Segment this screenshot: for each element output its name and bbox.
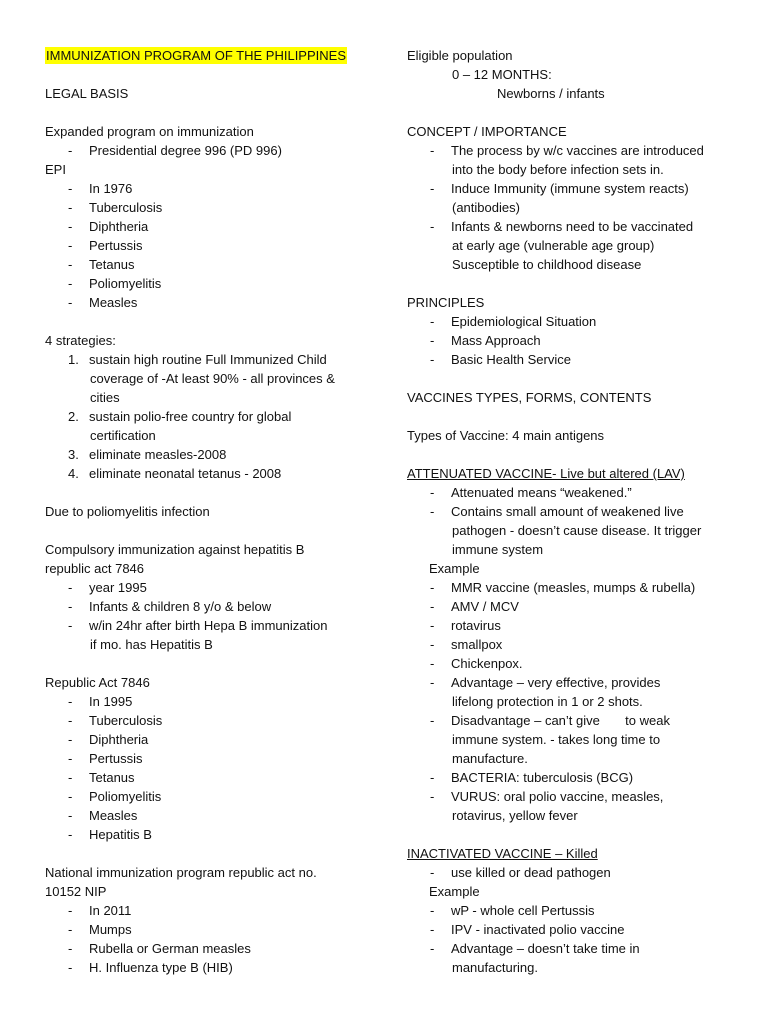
list-item: - Pertussis [68, 751, 143, 766]
document-title: IMMUNIZATION PROGRAM OF THE PHILIPPINES [46, 48, 346, 63]
nip-heading-cont: 10152 NIP [45, 884, 107, 899]
list-item-continuation: into the body before infection sets in. [452, 162, 664, 177]
numbered-item-continuation: cities [90, 390, 120, 405]
list-item: - Contains small amount of weakened live [430, 504, 684, 519]
list-item: - Diphtheria [68, 219, 149, 234]
list-item: - Mass Approach [430, 333, 541, 348]
list-item: - Hepatitis B [68, 827, 152, 842]
list-item: - Tuberculosis [68, 713, 163, 728]
vaccine-types-heading: VACCINES TYPES, FORMS, CONTENTS [407, 390, 652, 405]
list-item: - In 1995 [68, 694, 133, 709]
age-range: 0 – 12 MONTHS: [452, 67, 552, 82]
list-item-continuation: Susceptible to childhood disease [452, 257, 642, 272]
strategies-heading: 4 strategies: [45, 333, 116, 348]
left-column [45, 46, 375, 977]
list-item-continuation: if mo. has Hepatitis B [90, 637, 213, 652]
eligible-heading: Eligible population [407, 48, 513, 63]
list-item: - Pertussis [68, 238, 143, 253]
list-item: - rotavirus [430, 618, 501, 633]
list-item: - Infants & newborns need to be vaccinated [430, 219, 694, 234]
right-column [407, 46, 737, 977]
list-item: - wP - whole cell Pertussis [430, 903, 595, 918]
nip-heading: National immunization program republic act no. [45, 865, 317, 880]
list-item: - Epidemiological Situation [430, 314, 597, 329]
list-item-continuation: pathogen - doesn’t cause disease. It trigger [452, 523, 702, 538]
list-item: - Chickenpox. [430, 656, 523, 671]
list-item: - Rubella or German measles [68, 941, 251, 956]
list-item: - Poliomyelitis [68, 789, 162, 804]
list-item: - In 2011 [68, 903, 132, 918]
legal-basis-heading: LEGAL BASIS [45, 86, 129, 101]
numbered-item: 1. sustain high routine Full Immunized Child [68, 352, 327, 367]
numbered-item: 4. eliminate neonatal tetanus - 2008 [68, 466, 282, 481]
hepb-heading: Compulsory immunization against hepatitis B [45, 542, 305, 557]
list-item: - Measles [68, 808, 138, 823]
epi-heading: Expanded program on immunization [45, 124, 254, 139]
list-item-continuation: manufacture. [452, 751, 528, 766]
list-item: - AMV / MCV [430, 599, 519, 614]
list-item: - use killed or dead pathogen [430, 865, 611, 880]
list-item-continuation: (antibodies) [452, 200, 520, 215]
list-item: - VURUS: oral polio vaccine, measles, [430, 789, 664, 804]
hepb-heading-cont: republic act 7846 [45, 561, 145, 576]
epi-label: EPI [45, 162, 66, 177]
list-item: - Advantage – doesn’t take time in [430, 941, 640, 956]
list-item-continuation: rotavirus, yellow fever [452, 808, 578, 823]
ra7846-heading: Republic Act 7846 [45, 675, 150, 690]
list-item: - In 1976 [68, 181, 133, 196]
list-item-continuation: lifelong protection in 1 or 2 shots. [452, 694, 643, 709]
list-item: - smallpox [430, 637, 503, 652]
list-item: - Presidential degree 996 (PD 996) [68, 143, 282, 158]
concept-heading: CONCEPT / IMPORTANCE [407, 124, 567, 139]
list-item: - w/in 24hr after birth Hepa B immunization [68, 618, 328, 633]
list-item-continuation: at early age (vulnerable age group) [452, 238, 655, 253]
list-item: - Induce Immunity (immune system reacts) [430, 181, 689, 196]
numbered-item: 2. sustain polio-free country for global [68, 409, 292, 424]
numbered-item-continuation: coverage of -At least 90% - all provinces & [90, 371, 335, 386]
list-item: - Infants & children 8 y/o & below [68, 599, 272, 614]
list-item: - BACTERIA: tuberculosis (BCG) [430, 770, 634, 785]
list-item: - Measles [68, 295, 138, 310]
list-item: - H. Influenza type B (HIB) [68, 960, 233, 975]
list-item: - Attenuated means “weakened.” [430, 485, 632, 500]
list-item: - Tuberculosis [68, 200, 163, 215]
list-item: - Advantage – very effective, provides [430, 675, 661, 690]
list-item: - MMR vaccine (measles, mumps & rubella) [430, 580, 696, 595]
numbered-item: 3. eliminate measles-2008 [68, 447, 227, 462]
inactivated-heading: INACTIVATED VACCINE – Killed [407, 846, 598, 861]
example-label: Example [429, 561, 480, 576]
polio-note: Due to poliomyelitis infection [45, 504, 210, 519]
list-item: - IPV - inactivated polio vaccine [430, 922, 625, 937]
types-of-vaccine: Types of Vaccine: 4 main antigens [407, 428, 605, 443]
attenuated-heading: ATTENUATED VACCINE- Live but altered (LAV) [407, 466, 685, 481]
newborns-label: Newborns / infants [497, 86, 605, 101]
list-item: - Diphtheria [68, 732, 149, 747]
list-item: - Mumps [68, 922, 132, 937]
principles-heading: PRINCIPLES [407, 295, 485, 310]
list-item-continuation: immune system [452, 542, 544, 557]
list-item: - year 1995 [68, 580, 147, 595]
list-item: - Tetanus [68, 770, 135, 785]
list-item: - Disadvantage – can’t give to weak [430, 713, 670, 728]
list-item: - Poliomyelitis [68, 276, 162, 291]
list-item-continuation: immune system. - takes long time to [452, 732, 661, 747]
example-label: Example [429, 884, 480, 899]
list-item: - Tetanus [68, 257, 135, 272]
numbered-item-continuation: certification [90, 428, 156, 443]
list-item-continuation: manufacturing. [452, 960, 538, 975]
list-item: - The process by w/c vaccines are introduced [430, 143, 704, 158]
list-item: - Basic Health Service [430, 352, 571, 367]
